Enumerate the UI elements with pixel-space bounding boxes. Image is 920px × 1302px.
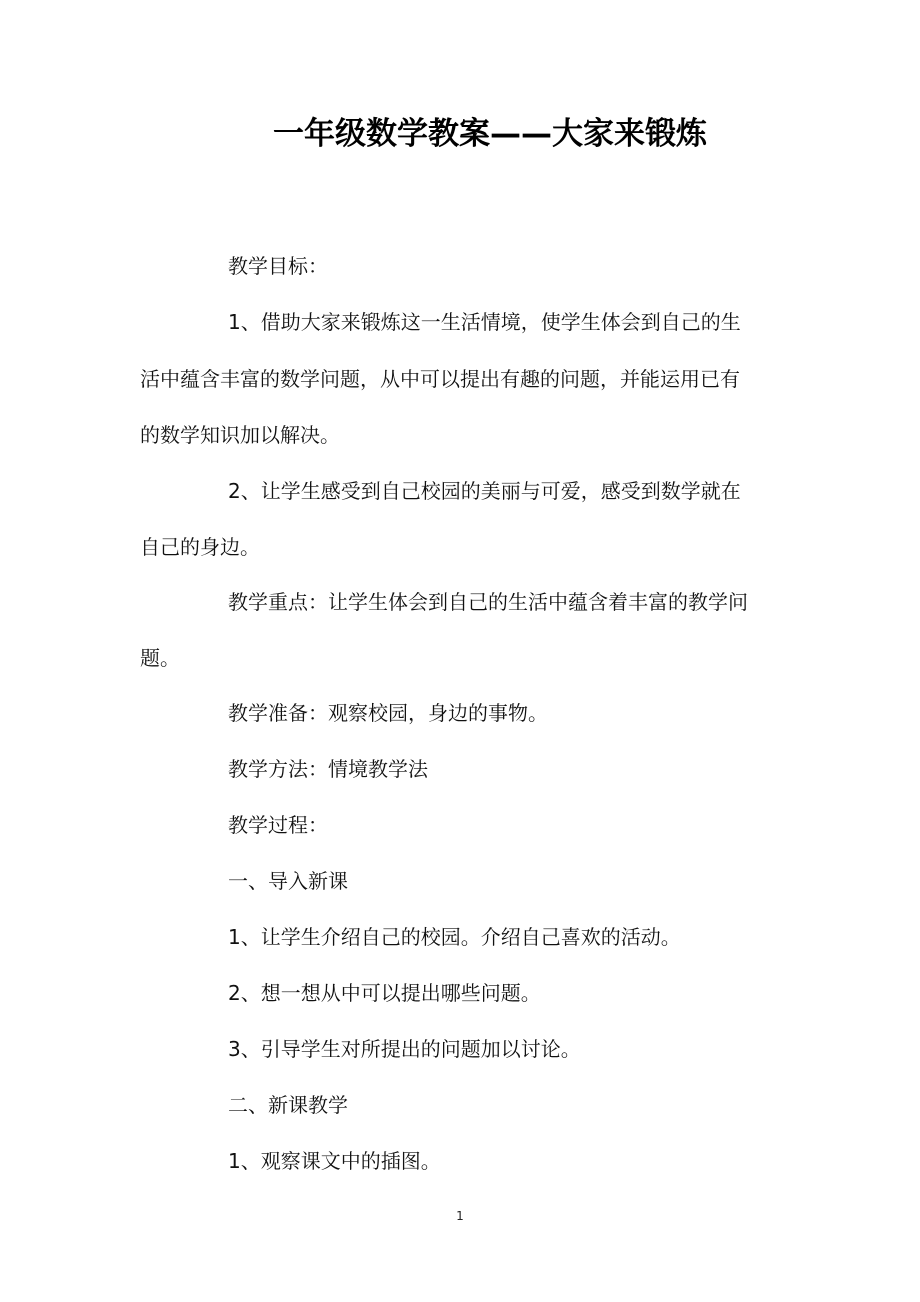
- paragraph-teaching-focus: 教学重点：让学生体会到自己的生活中蕴含着丰富的教学问: [228, 590, 748, 614]
- section-heading-intro: 一、导入新课: [228, 869, 348, 893]
- paragraph-teaching-method: 教学方法：情境教学法: [228, 757, 428, 781]
- heading-teaching-process: 教学过程：: [228, 813, 328, 837]
- paragraph-line: 2、让学生感受到自己校园的美丽与可爱，感受到数学就在: [228, 479, 741, 503]
- heading-teaching-objectives: 教学目标：: [228, 254, 328, 278]
- paragraph-line: 1、借助大家来锻炼这一生活情境，使学生体会到自己的生: [228, 310, 741, 334]
- paragraph-line: 题。: [140, 646, 180, 670]
- list-item: 1、让学生介绍自己的校园。介绍自己喜欢的活动。: [228, 925, 681, 949]
- paragraph-line: 的数学知识加以解决。: [140, 423, 340, 447]
- list-item: 1、观察课文中的插图。: [228, 1149, 441, 1173]
- paragraph-line: 自己的身边。: [140, 535, 260, 559]
- paragraph-teaching-preparation: 教学准备：观察校园，身边的事物。: [228, 701, 548, 725]
- document-title: 一年级数学教案——大家来锻炼: [273, 116, 707, 152]
- list-item: 3、引导学生对所提出的问题加以讨论。: [228, 1037, 581, 1061]
- paragraph-line: 活中蕴含丰富的数学问题，从中可以提出有趣的问题，并能运用已有: [140, 367, 740, 391]
- section-heading-new-lesson: 二、新课教学: [228, 1093, 348, 1117]
- list-item: 2、想一想从中可以提出哪些问题。: [228, 981, 541, 1005]
- page-number: 1: [456, 1209, 464, 1223]
